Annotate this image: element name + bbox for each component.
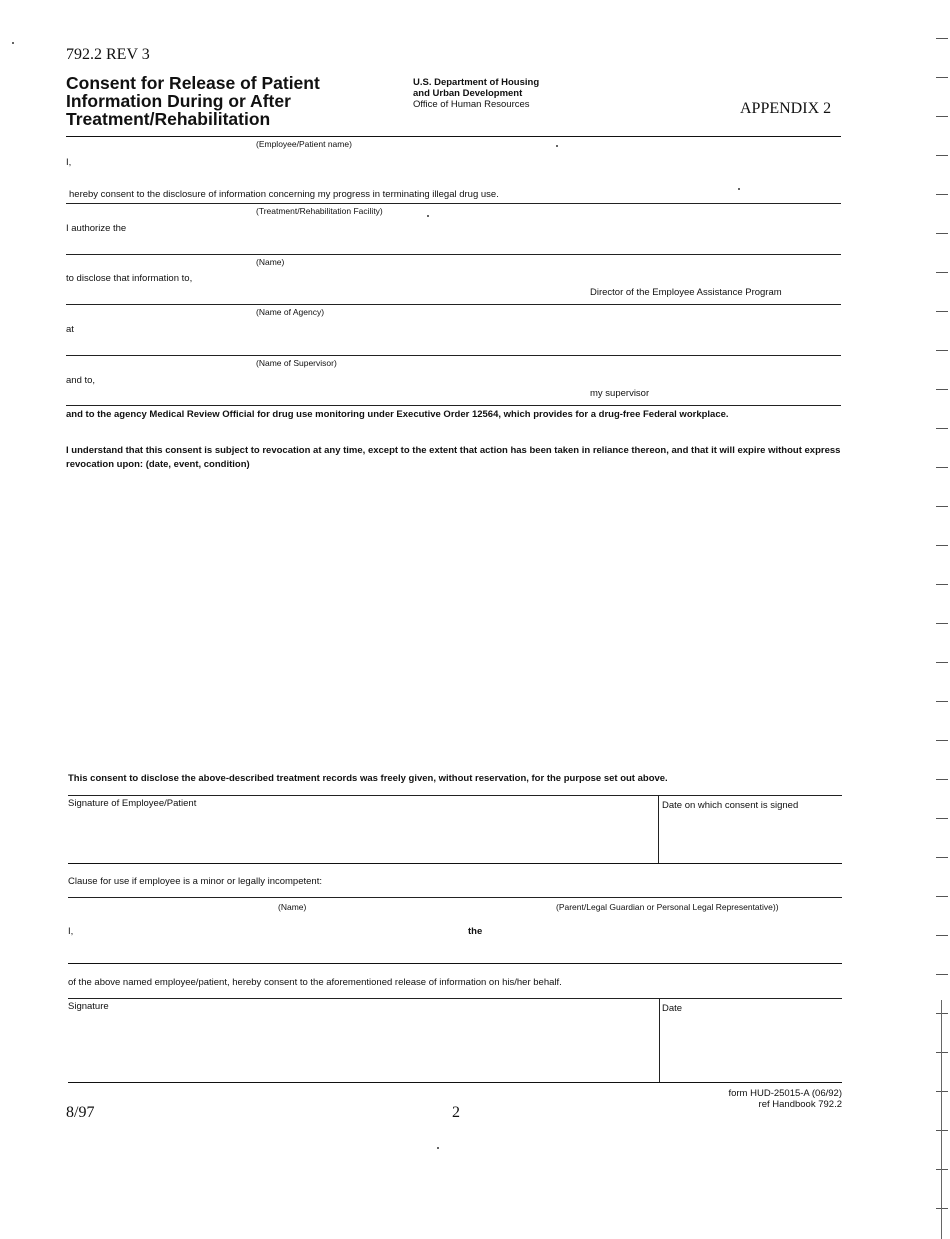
employee-name-field[interactable] bbox=[85, 150, 840, 172]
guardian-relationship-field[interactable] bbox=[495, 916, 840, 956]
form-title bbox=[66, 74, 320, 128]
signature-employee-field[interactable] bbox=[68, 812, 653, 860]
revocation-condition-field[interactable] bbox=[66, 475, 841, 765]
minor-date-field[interactable] bbox=[662, 1016, 840, 1078]
appendix-label: APPENDIX 2 bbox=[740, 100, 832, 117]
form-number: form HUD-25015-A (06/92) bbox=[728, 1088, 842, 1099]
revocation-line-1: I understand that this consent is subject to revocation at any time, except to the extent that action has been taken in reliance thereon, and that it will expire without express bbox=[66, 445, 841, 456]
disclose-prefix: to disclose that information to, bbox=[66, 273, 193, 284]
name-label: (Name) bbox=[256, 257, 285, 267]
form-title-line-3: Treatment/Rehabilitation bbox=[66, 109, 271, 129]
divider-1 bbox=[66, 203, 841, 204]
freely-given-text: This consent to disclose the above-described treatment records was freely given, without reservation, for the purpose set out above. bbox=[68, 773, 668, 784]
department-line-1: U.S. Department of Housing bbox=[413, 77, 540, 88]
i-prefix: I, bbox=[66, 157, 72, 168]
department-line-3: Office of Human Resources bbox=[413, 99, 530, 110]
revocation-text bbox=[66, 444, 856, 472]
signature-top-rule bbox=[68, 795, 842, 796]
and-to-prefix: and to, bbox=[66, 375, 96, 386]
director-name-field[interactable] bbox=[210, 266, 580, 300]
minor-middle-rule bbox=[68, 963, 842, 964]
guardian-label: (Parent/Legal Guardian or Personal Legal Representative)) bbox=[556, 902, 779, 912]
divider-5 bbox=[66, 405, 841, 406]
form-title-line-1: Consent for Release of Patient bbox=[66, 73, 320, 93]
minor-date-label: Date bbox=[662, 1003, 683, 1014]
divider-2 bbox=[66, 254, 841, 255]
signature-bottom-rule bbox=[68, 863, 842, 864]
minor-signature-field[interactable] bbox=[68, 1014, 653, 1078]
director-text: Director of the Employee Assistance Program bbox=[590, 287, 782, 298]
consent-text: hereby consent to the disclosure of information concerning my progress in terminating illegal drug use. bbox=[69, 189, 499, 200]
department-block bbox=[413, 77, 539, 110]
handbook-ref: ref Handbook 792.2 bbox=[758, 1099, 842, 1110]
minor-signature-top-rule bbox=[68, 998, 842, 999]
signature-date-divider bbox=[658, 795, 659, 863]
revocation-line-2: revocation upon: (date, event, condition) bbox=[66, 459, 250, 470]
minor-consent-text: of the above named employee/patient, hereby consent to the aforementioned release of information on his/her behalf. bbox=[68, 977, 562, 988]
minor-date-divider bbox=[659, 998, 660, 1082]
agency-label: (Name of Agency) bbox=[256, 307, 325, 317]
minor-name-label: (Name) bbox=[278, 902, 307, 912]
minor-bottom-rule bbox=[68, 1082, 842, 1083]
facility-field[interactable] bbox=[140, 216, 840, 250]
department-line-2: and Urban Development bbox=[413, 88, 523, 99]
page-number: 2 bbox=[452, 1104, 460, 1121]
my-supervisor-text: my supervisor bbox=[590, 388, 650, 399]
revision-number: 792.2 REV 3 bbox=[66, 46, 150, 63]
divider-3 bbox=[66, 304, 841, 305]
form-footer bbox=[640, 1088, 842, 1110]
minor-the-word: the bbox=[468, 926, 483, 937]
minor-signature-label: Signature bbox=[68, 1001, 109, 1012]
facility-label: (Treatment/Rehabilitation Facility) bbox=[256, 206, 383, 216]
mro-text: and to the agency Medical Review Official for drug use monitoring under Executive Order 12564, which provides for a drug-free Federal workplace. bbox=[66, 409, 729, 420]
supervisor-label: (Name of Supervisor) bbox=[256, 358, 337, 368]
minor-name-field[interactable] bbox=[85, 916, 455, 956]
header-divider bbox=[66, 136, 841, 137]
signature-employee-label: Signature of Employee/Patient bbox=[68, 798, 197, 809]
minor-i-prefix: I, bbox=[68, 926, 74, 937]
agency-field[interactable] bbox=[85, 318, 840, 352]
signature-date-label: Date on which consent is signed bbox=[662, 800, 799, 811]
minor-top-rule bbox=[68, 897, 842, 898]
divider-4 bbox=[66, 355, 841, 356]
date-code: 8/97 bbox=[66, 1104, 95, 1121]
at-prefix: at bbox=[66, 324, 74, 335]
signature-date-field[interactable] bbox=[662, 814, 840, 860]
authorize-prefix: I authorize the bbox=[66, 223, 127, 234]
employee-name-label: (Employee/Patient name) bbox=[256, 139, 352, 149]
supervisor-field[interactable] bbox=[110, 368, 580, 402]
form-title-line-2: Information During or After bbox=[66, 91, 291, 111]
minor-clause-heading: Clause for use if employee is a minor or legally incompetent: bbox=[68, 876, 322, 887]
